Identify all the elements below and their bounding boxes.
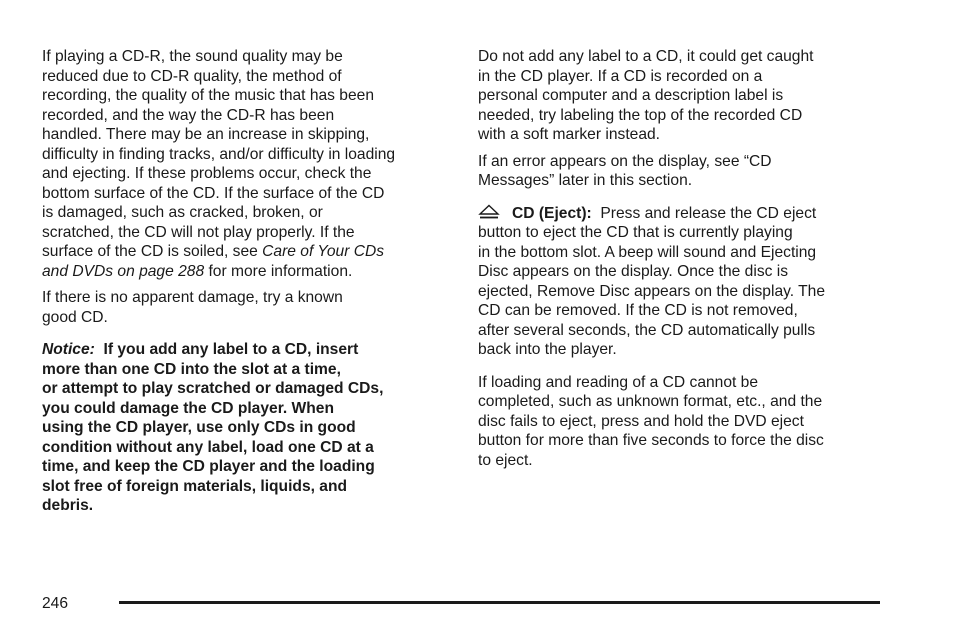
- text-line: Disc appears on the display. Once the disc is: [478, 263, 789, 280]
- text-line: [42, 262, 454, 282]
- no-damage-paragraph: [42, 288, 454, 327]
- notice-label: Notice:: [42, 341, 95, 358]
- text-segment: surface of the CD is soiled, see: [42, 243, 263, 260]
- left-column: [42, 47, 454, 523]
- text-line: disc fails to eject, press and hold the DVD eject: [478, 412, 804, 430]
- text-line: CD can be removed. If the CD is not removed,: [478, 302, 798, 319]
- text-segment: If you add any label to a CD, insert: [103, 341, 359, 358]
- text-line: condition without any label, load one CD at a: [42, 438, 374, 456]
- notice-paragraph: [42, 340, 454, 516]
- text-line: [42, 340, 454, 360]
- text-line: or attempt to play scratched or damaged CDs,: [42, 380, 384, 397]
- text-line: you could damage the CD player. When: [42, 399, 335, 417]
- text-line: is damaged, such as cracked, broken, or: [42, 204, 323, 221]
- text-line: in the bottom slot. A beep will sound and Ejecting: [478, 243, 817, 261]
- cd-r-quality-paragraph: [42, 47, 454, 281]
- text-line: If there is no apparent damage, try a known: [42, 289, 343, 306]
- text-line: handled. There may be an increase in skipping,: [42, 126, 370, 143]
- text-line: using the CD player, use only CDs in good: [42, 419, 356, 436]
- text-line: time, and keep the CD player and the loading: [42, 458, 375, 475]
- text-line: after several seconds, the CD automatically pulls: [478, 321, 816, 339]
- text-line: ejected, Remove Disc appears on the display. The: [478, 282, 826, 300]
- text-line: slot free of foreign materials, liquids, and: [42, 477, 347, 495]
- text-line: Messages” later in this section.: [478, 172, 693, 189]
- error-display-paragraph: [478, 152, 890, 191]
- text-line: scratched, the CD will not play properly. If the: [42, 223, 355, 241]
- label-warning-paragraph: [478, 47, 890, 145]
- footer-rule: [119, 601, 880, 604]
- text-line: If playing a CD-R, the sound quality may be: [42, 48, 343, 65]
- text-line: back into the player.: [478, 341, 617, 358]
- page-number: 246: [42, 595, 69, 612]
- text-line: recorded, and the way the CD-R has been: [42, 106, 335, 124]
- page-footer: [42, 594, 880, 614]
- text-line: If an error appears on the display, see “CD: [478, 152, 772, 170]
- text-line: with a soft marker instead.: [478, 126, 661, 143]
- text-line: button for more than five seconds to force the disc: [478, 432, 824, 449]
- text-line: Do not add any label to a CD, it could get caught: [478, 48, 814, 65]
- page-reference: Care of Your CDs: [262, 243, 385, 260]
- text-line: debris.: [42, 497, 94, 514]
- text-line: more than one CD into the slot at a time,: [42, 360, 341, 378]
- force-eject-paragraph: [478, 373, 890, 471]
- text-line: and ejecting. If these problems occur, check the: [42, 165, 372, 182]
- text-line: difficulty in finding tracks, and/or difficulty in loading: [42, 145, 396, 163]
- text-segment: for more information.: [204, 262, 353, 280]
- text-line: [42, 242, 454, 262]
- right-column: [478, 47, 890, 477]
- text-segment: Press and release the CD eject: [600, 204, 817, 222]
- text-line: bottom surface of the CD. If the surface of the CD: [42, 184, 385, 202]
- text-line: in the CD player. If a CD is recorded on a: [478, 67, 763, 85]
- eject-icon: [478, 204, 500, 220]
- text-line: completed, such as unknown format, etc., and the: [478, 393, 823, 410]
- text-line: personal computer and a description label is: [478, 87, 784, 104]
- text-line: reduced due to CD-R quality, the method of: [42, 67, 342, 85]
- text-line: [478, 204, 890, 224]
- eject-label: CD (Eject):: [512, 204, 592, 222]
- text-line: good CD.: [42, 308, 108, 326]
- page-reference: and DVDs on page 288: [42, 262, 205, 280]
- eject-paragraph: [478, 204, 890, 360]
- text-line: recording, the quality of the music that has been: [42, 87, 374, 104]
- text-line: needed, try labeling the top of the recorded CD: [478, 106, 803, 124]
- text-line: button to eject the CD that is currently playing: [478, 224, 793, 241]
- text-line: to eject.: [478, 451, 533, 469]
- text-line: If loading and reading of a CD cannot be: [478, 373, 759, 391]
